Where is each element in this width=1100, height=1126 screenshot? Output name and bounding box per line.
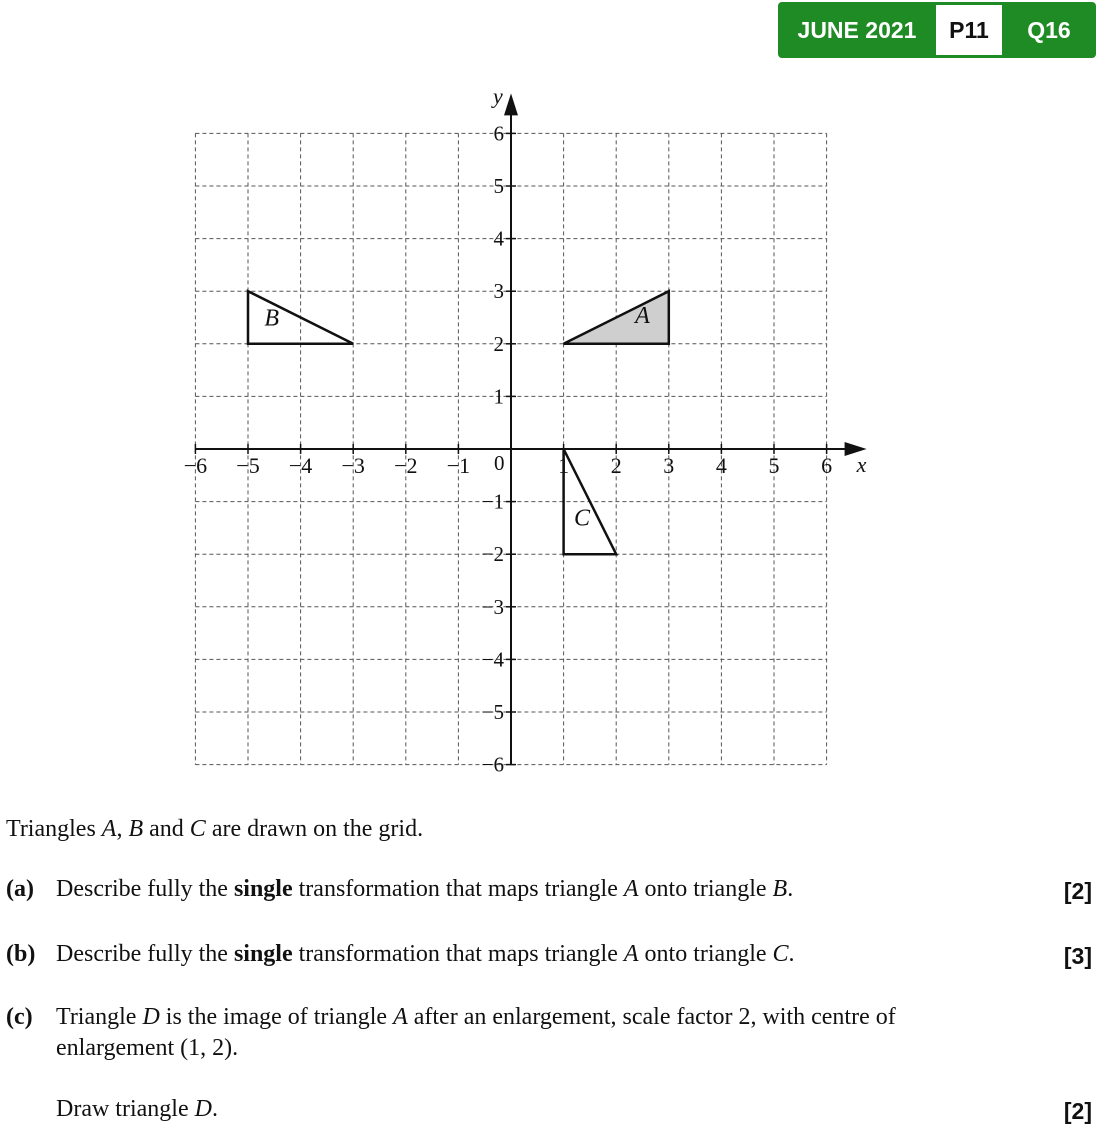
x-tick-label: 2 xyxy=(610,453,622,478)
part-c-instruction: Draw triangle D. xyxy=(56,1096,218,1122)
x-tick-label: 1 xyxy=(558,453,570,478)
y-tick-label: −5 xyxy=(481,700,504,724)
x-tick-label: 4 xyxy=(715,453,727,478)
y-tick-label: 6 xyxy=(493,121,504,146)
y-tick-label: −2 xyxy=(481,542,504,567)
intro-text: Triangles A, B and C are drawn on the grid. xyxy=(6,816,424,842)
part-a-marks: [2] xyxy=(1063,878,1092,904)
part-a-text: Describe fully the single transformation that maps triangle A onto triangle B. xyxy=(56,876,794,902)
y-tick-label: 5 xyxy=(493,174,504,198)
triangle-a-label: A xyxy=(635,302,650,329)
x-tick-label: 6 xyxy=(821,453,833,478)
part-c-text: Triangle D is the image of triangle A after an enlargement, scale factor 2, with centre of enlargement (1, 2). xyxy=(56,1004,896,1061)
y-axis-label: y xyxy=(493,83,503,109)
y-tick-label: 3 xyxy=(493,279,504,304)
question-part-b xyxy=(6,939,896,970)
x-tick-label: −6 xyxy=(183,453,208,478)
x-tick-label: −1 xyxy=(446,453,471,478)
x-tick-label: −2 xyxy=(394,453,418,478)
coordinate-grid xyxy=(0,70,900,790)
part-b-marks: [3] xyxy=(1063,943,1092,969)
triangle-c xyxy=(564,449,617,554)
part-c-marks: [2] xyxy=(1063,1098,1092,1124)
origin-label: 0 xyxy=(494,451,505,475)
x-tick-label: −5 xyxy=(236,453,260,478)
paper-reference-badge xyxy=(778,2,1096,58)
part-b-label: (b) xyxy=(6,941,36,967)
question-number-label: Q16 xyxy=(1002,2,1096,58)
part-c-label: (c) xyxy=(6,1004,33,1030)
question-part-a xyxy=(6,874,896,905)
y-tick-label: −4 xyxy=(481,647,504,672)
paper-number-label: P11 xyxy=(936,2,1002,58)
part-b-text: Describe fully the single transformation that maps triangle A onto triangle C. xyxy=(56,941,795,967)
triangle-a xyxy=(564,291,669,344)
x-axis-label: x xyxy=(856,452,867,477)
y-tick-label: 4 xyxy=(493,226,504,251)
x-tick-label: 3 xyxy=(663,453,675,478)
y-tick-label: −1 xyxy=(481,489,504,514)
y-tick-label: −3 xyxy=(481,594,504,619)
x-tick-label: 5 xyxy=(768,453,780,478)
y-tick-label: 2 xyxy=(493,331,504,356)
y-tick-label: 1 xyxy=(493,384,504,409)
x-tick-label: −3 xyxy=(341,453,365,478)
question-part-c xyxy=(6,1002,896,1064)
part-a-label: (a) xyxy=(6,876,34,902)
x-tick-label: −4 xyxy=(288,453,313,478)
triangle-c-label: C xyxy=(574,505,591,532)
axes xyxy=(195,93,866,764)
exam-date-label: JUNE 2021 xyxy=(778,2,936,58)
y-tick-label: −6 xyxy=(481,752,504,777)
y-axis-arrow xyxy=(504,93,518,115)
triangle-b-label: B xyxy=(264,305,280,332)
